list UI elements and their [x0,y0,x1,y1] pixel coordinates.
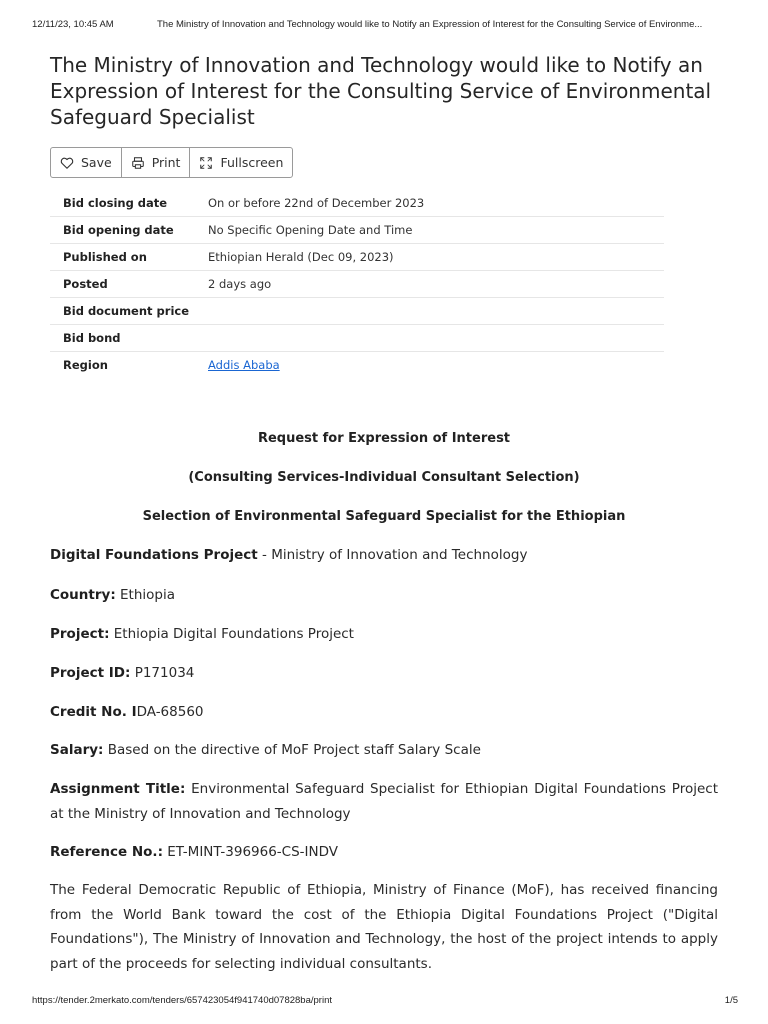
heading-consulting: (Consulting Services-Individual Consultant Selection) [188,470,580,485]
fullscreen-label: Fullscreen [220,155,284,170]
table-row [50,217,664,244]
detail-value: On or before 22nd of December 2023 [195,190,664,217]
print-button[interactable] [122,148,191,177]
project-id-line: Project ID: P171034 [50,665,195,681]
country-line: Country: Ethiopia [50,587,175,603]
project-name-line: Project: Ethiopia Digital Foundations Project [50,626,354,642]
table-row [50,298,664,325]
fullscreen-button[interactable] [190,148,292,177]
detail-label: Bid document price [50,298,195,325]
detail-label: Region [63,358,108,372]
detail-value: 2 days ago [195,271,664,298]
print-footer [32,995,738,1006]
page-title: The Ministry of Innovation and Technology would like to Notify an Expression of Interest for the Consulting Service of Environmental Safeguard Specialist [50,53,712,129]
print-header [32,19,752,30]
page-number: 1/5 [724,995,738,1006]
heading-selection: Selection of Environmental Safeguard Specialist for the Ethiopian [142,509,626,524]
credit-line: Credit No. IDA-68560 [50,704,204,720]
print-datetime: 12/11/23, 10:45 AM [32,19,114,30]
save-button[interactable] [51,148,122,177]
table-row [50,190,664,217]
detail-label: Bid bond [50,325,195,352]
tender-details-table [50,190,664,378]
heading-request: Request for Expression of Interest [257,431,511,446]
printer-icon [131,156,145,170]
detail-label: Posted [50,271,195,298]
project-line: Digital Foundations Project - Ministry of Innovation and Technology [50,547,528,563]
print-doc-title: The Ministry of Innovation and Technology would like to Notify an Expression of Interest for the Consulting Service of Environme... [157,19,703,30]
detail-value: Ethiopian Herald (Dec 09, 2023) [195,244,664,271]
print-label: Print [151,155,181,170]
table-row [50,352,664,379]
detail-label: Bid closing date [50,190,195,217]
detail-value [195,352,664,379]
table-row [50,244,664,271]
intro-paragraph: The Federal Democratic Republic of Ethiopia, Ministry of Finance (MoF), has received financing from the World Bank toward the cost of the Ethiopia Digital Foundations Project ("Digital Foundations"), The Ministry of Innovation and Technology, the host of the project intends to apply part of the proceeds for selecting individual consultants. [50,882,718,972]
region-link[interactable]: Addis Ababa [208,358,280,372]
detail-value: No Specific Opening Date and Time [195,217,664,244]
reference-line: Reference No.: ET-MINT-396966-CS-INDV [50,844,339,860]
heart-icon [60,156,74,170]
detail-value [195,325,664,352]
assignment-line: Assignment Title: Environmental Safeguard Specialist for Ethiopian Digital Foundations Project at the Ministry of Innovation and Technology [50,781,718,822]
detail-label: Bid opening date [50,217,195,244]
salary-line: Salary: Based on the directive of MoF Project staff Salary Scale [50,742,481,758]
action-toolbar [50,147,293,178]
detail-value [195,298,664,325]
table-row [50,325,664,352]
detail-label: Published on [50,244,195,271]
print-url: https://tender.2merkato.com/tenders/657423054f941740d07828ba/print [32,995,332,1006]
save-label: Save [81,155,112,170]
fullscreen-icon [199,156,213,170]
table-row [50,271,664,298]
